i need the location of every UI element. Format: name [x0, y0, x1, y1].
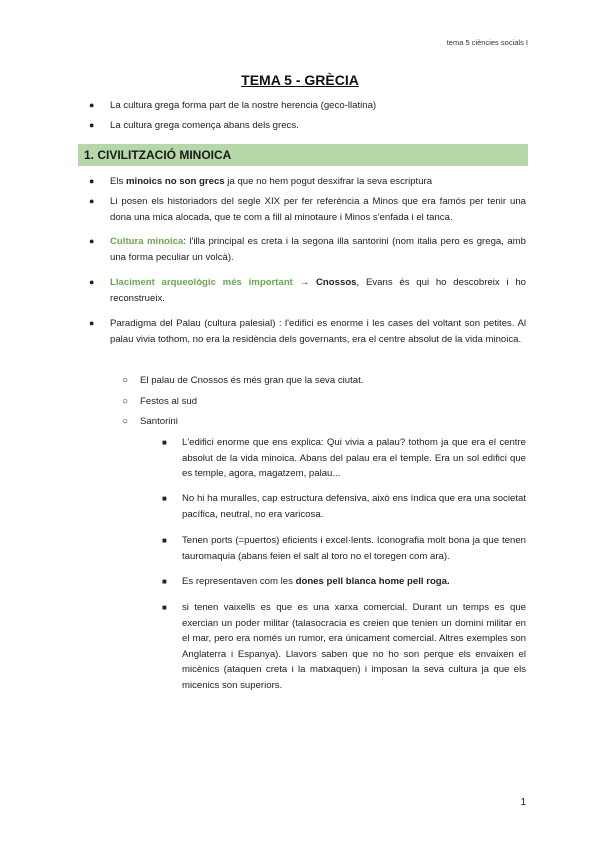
subsub-bullet-3: Tenen ports (=puertos) eficients i excel·lents. Iconografia molt bona ja que tenen tauromaquia (abans feien el salt al toro no el toregen com ara).	[182, 535, 526, 562]
emphasis-text: Cnossos	[316, 277, 357, 288]
bullet-marker: ●	[89, 176, 95, 186]
intro-bullet-1: La cultura grega forma part de la nostre herencia (geco-llatina)	[110, 100, 377, 111]
subsub-bullet-5: si tenen vaixells es que es una xarxa comercial. Durant un temps es que exercian un poder militar (talasocracia es creien que tenien un domini militar en el mar, pero era només un rumor, era únicament comercial. Altres exemples son Anglaterra i Espanya). Llavors saben que no ho son perque els envaixen el micènics (ataquen creta i la matxaquen) i imposan la seva cultura ja que els micenics son superiors.	[182, 602, 526, 691]
sub-bullet-1: El palau de Cnossos és més gran que la seva ciutat.	[140, 375, 364, 386]
subsub-bullet-2: No hi ha muralles, cap estructura defensiva, això ens índica que era una societat pacífica, neutral, no era varicosa.	[182, 493, 526, 520]
square-marker: ■	[162, 603, 167, 612]
bullet-minoics	[110, 174, 526, 190]
text-segment: Es representaven com les	[182, 576, 296, 587]
document-title: TEMA 5 - GRÈCIA	[241, 72, 359, 88]
page-number: 1	[520, 797, 526, 808]
circle-marker: ○	[122, 375, 129, 386]
emphasis-text: minoics no son grecs	[126, 176, 225, 187]
circle-marker: ○	[122, 396, 129, 407]
text-segment: ja que no hem pogut desxifrar la seva escriptura	[224, 176, 433, 187]
circle-marker: ○	[122, 416, 129, 427]
bullet-cultura-minoica	[110, 234, 526, 265]
section-heading: 1. CIVILITZACIÓ MINOICA	[78, 144, 528, 166]
page-header: tema 5 ciències socials I	[446, 38, 528, 47]
highlight-text: Cultura minoica	[110, 236, 184, 247]
square-marker: ■	[162, 536, 167, 545]
highlight-text: Llaciment arqueològic més important	[110, 277, 293, 288]
bullet-paradigma: Paradigma del Palau (cultura palesial) : l'edifici es enorme i les cases del voltant son petites. Al palau vivia tothom, no era la residència dels governants, era el centre absolut de la vida minoica.	[110, 318, 526, 345]
subsub-bullet-1: L'edifici enorme que ens explica: Qui vivia a palau? tothom ja que era el centre absolut de la vida minoica. Abans del palau era el temple. Era un sol edifici que es temple, agora, magatzem, palau...	[182, 437, 526, 480]
sub-bullet-2: Festos al sud	[140, 396, 198, 407]
emphasis-text: dones pell blanca home pell roga.	[295, 576, 450, 587]
square-marker: ■	[162, 577, 167, 586]
intro-bullet-2: La cultura grega comença abans dels grecs.	[110, 120, 299, 131]
square-marker: ■	[162, 438, 167, 447]
bullet-marker: ●	[89, 236, 95, 246]
bullet-marker: ●	[89, 318, 95, 328]
square-marker: ■	[162, 494, 167, 503]
bullet-marker: ●	[89, 277, 95, 287]
bullet-llaciment	[110, 275, 526, 306]
bullet-historiadors: Li posen els historiadors del segle XIX per fer referència a Minos que era famós per tenir una dona una mica alocada, que te com a fill al minotaure i Minos s'enfada i el tanca.	[110, 196, 526, 223]
bullet-marker: ●	[89, 120, 95, 130]
text-segment: , Evans és qui ho descobreix i ho reconstrueix.	[110, 277, 526, 304]
arrow-icon: →	[292, 277, 316, 288]
subsub-bullet-4	[182, 574, 526, 590]
bullet-marker: ●	[89, 100, 95, 110]
text-segment: : l'illa principal es creta i la segona illa santorini (nom italia pero es grega, amb una forma peculiar un volcà).	[110, 236, 527, 263]
bullet-marker: ●	[89, 196, 95, 206]
sub-bullet-3: Santorini	[140, 416, 178, 427]
text-segment: Els	[110, 176, 126, 187]
